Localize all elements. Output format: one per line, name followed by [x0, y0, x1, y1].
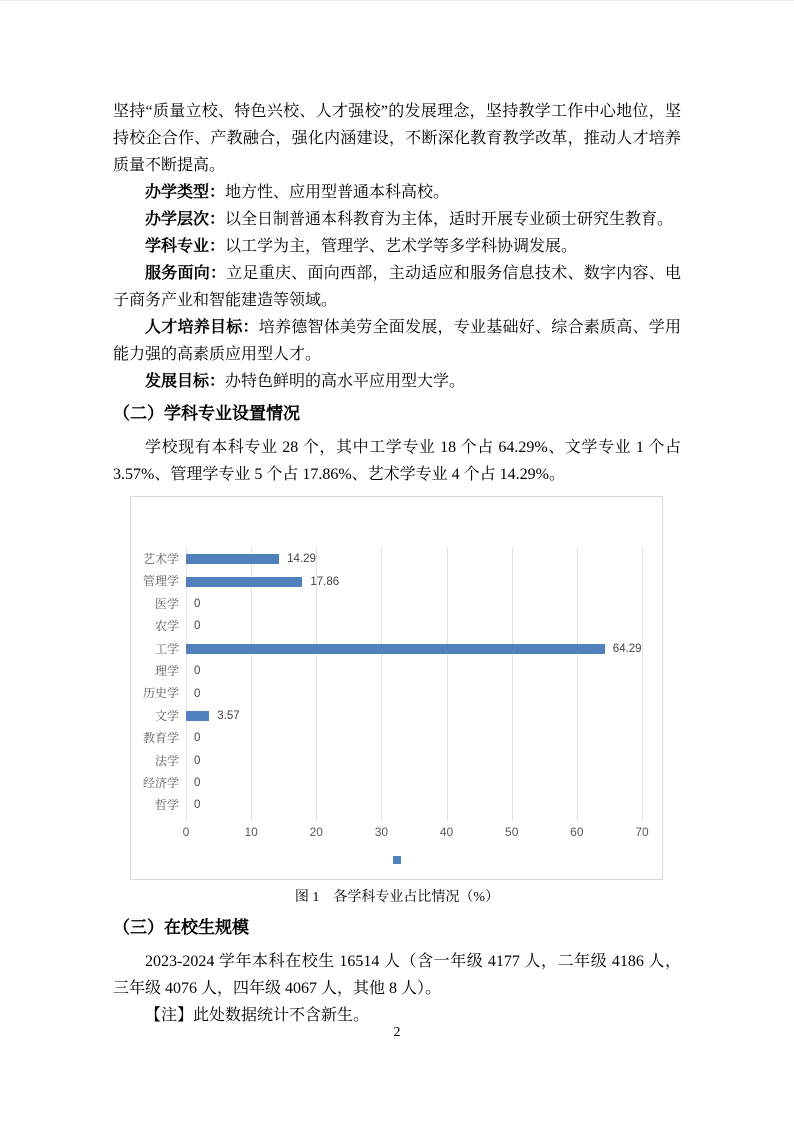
info-item-discipline	[113, 233, 681, 260]
bar-value-label: 3.57	[217, 709, 240, 722]
x-tick-label: 20	[309, 824, 323, 839]
bar	[186, 644, 605, 654]
info-item-label: 学科专业：	[145, 238, 226, 255]
bar-row	[186, 615, 642, 637]
bar-value-label: 17.86	[310, 575, 340, 588]
bar-value-label: 0	[194, 687, 201, 700]
category-label: 文学	[154, 708, 179, 723]
info-item-text: 立足重庆、面向西部，主动适应和服务信息技术、数字内容、电子商务产业和智能建造等领域。	[113, 265, 681, 309]
section-2-paragraph: 学校现有本科专业 28 个，其中工学专业 18 个占 64.29%、文学专业 1 个占 3.57%、管理学专业 5 个占 17.86%、艺术学专业 4 个占 14.29%。	[113, 439, 681, 483]
bar-value-label: 0	[194, 665, 201, 678]
x-tick-label: 30	[374, 824, 389, 839]
info-item-text: 办特色鲜明的高水平应用型大学。	[225, 373, 466, 390]
section-2-heading: （二）学科专业设置情况	[113, 404, 300, 423]
bar-row	[186, 750, 642, 772]
bar	[186, 554, 279, 564]
bar-value-label: 0	[194, 620, 201, 633]
info-item-text: 以全日制普通本科教育为主体，适时开展专业硕士研究生教育。	[225, 211, 674, 228]
bar-value-label: 14.29	[287, 553, 316, 566]
category-label: 管理学	[142, 574, 179, 589]
category-label: 工学	[154, 641, 179, 656]
bar-value-label: 0	[194, 732, 201, 745]
bar-value-label: 0	[194, 799, 201, 812]
category-label: 教育学	[142, 731, 179, 746]
info-item-level	[113, 206, 681, 233]
x-tick-label: 0	[182, 824, 190, 839]
bar-value-label: 0	[194, 777, 201, 790]
category-label: 法学	[154, 753, 179, 768]
bar	[186, 711, 209, 721]
info-item-label: 服务面向：	[145, 265, 227, 282]
bar-row	[186, 660, 642, 682]
category-label: 历史学	[142, 686, 179, 701]
bar-value-label: 0	[194, 754, 201, 767]
x-axis	[182, 817, 649, 843]
x-tick-label: 40	[439, 824, 454, 839]
bar	[186, 577, 302, 587]
section-3-heading: （三）在校生规模	[113, 918, 249, 937]
info-item-label: 办学层次：	[145, 211, 226, 228]
info-item-type	[113, 179, 681, 206]
figure-1-caption: 图 1 各学科专业占比情况（%）	[294, 890, 500, 905]
category-label: 艺术学	[142, 552, 179, 566]
chart-body	[131, 548, 662, 817]
bar-row	[186, 794, 642, 816]
info-item-text: 培养德智体美劳全面发展，专业基础好、综合素质高、学用能力强的高素质应用型人才。	[113, 319, 681, 363]
info-item-talent-goal	[113, 314, 681, 368]
bar-row	[186, 638, 642, 660]
bar-value-label: 0	[194, 597, 201, 610]
info-item-label: 办学类型：	[145, 184, 226, 201]
info-item-label: 发展目标：	[145, 373, 226, 390]
bar-plot	[186, 548, 642, 817]
x-tick-label: 10	[244, 824, 258, 839]
legend-series-marker	[393, 856, 401, 864]
bar-row	[186, 682, 642, 704]
info-item-label: 人才培养目标：	[145, 319, 259, 336]
chart-legend	[131, 851, 662, 865]
figure-1-bar-chart	[130, 496, 663, 880]
bar-row	[186, 727, 642, 749]
bar-value-label: 64.29	[612, 642, 642, 655]
category-axis	[131, 548, 186, 817]
x-tick-label: 60	[570, 824, 584, 839]
page-number: 2	[393, 1025, 401, 1040]
category-label: 理学	[154, 663, 179, 678]
info-item-text: 以工学为主，管理学、艺术学等多学科协调发展。	[225, 238, 578, 255]
bar-row	[186, 705, 642, 727]
bar-row	[186, 570, 642, 592]
x-tick-label: 70	[635, 824, 649, 839]
bar-row	[186, 593, 642, 615]
info-item-dev-goal	[113, 368, 681, 395]
info-item-service	[113, 260, 681, 314]
gridline	[642, 548, 643, 821]
section-3-note: 【注】此处数据统计不含新生。	[145, 1007, 370, 1024]
category-label: 哲学	[154, 798, 179, 813]
category-label: 经济学	[142, 775, 179, 790]
bar-row	[186, 772, 642, 794]
category-label: 农学	[154, 619, 179, 634]
section-3-paragraph: 2023-2024 学年本科在校生 16514 人（含一年级 4177 人，二年级 4186 人，三年级 4076 人，四年级 4067 人，其他 8 人）。	[113, 953, 681, 997]
x-tick-label: 50	[505, 824, 519, 839]
info-item-text: 地方性、应用型普通本科高校。	[225, 184, 450, 201]
intro-paragraph: 坚持“质量立校、特色兴校、人才强校”的发展理念，坚持教学工作中心地位，坚持校企合作、产教融合，强化内涵建设，不断深化教育教学改革，推动人才培养质量不断提高。	[113, 103, 681, 174]
bar-row	[186, 548, 642, 570]
category-label: 医学	[154, 596, 179, 611]
page-content	[113, 98, 681, 1029]
